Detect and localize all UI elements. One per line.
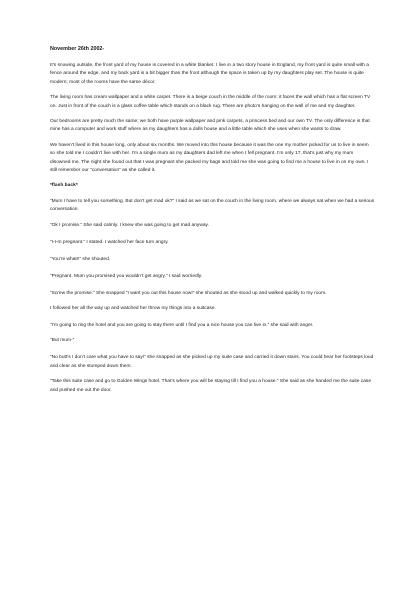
flashback-label: *flash back* xyxy=(50,183,78,189)
date-heading: November 26th 2002- xyxy=(50,46,105,52)
dialogue-paragraph: “No butt’s I don’t care what you have to say!” she snapped as she picked up my suite case and carried it down stairs. You could hear her footsteps loud and clear as she stomped down them. xyxy=(50,355,374,369)
paragraph-backstory: We haven’t lived in this house long, only about six months. We moved into this house because it was the one my mother picked for us to live in seem so she told me I couldn’t live with her. I’m a single mum as my daughters dad left me when I fell pregnant. I’m only 17, that’s just why my mum disowned me. The night she found out that I was pregnant she packed my bags and told me she was going to find me a house to live in on my own. I still remember our “conversation” as she called it. xyxy=(50,142,369,173)
dialogue-paragraph: “Take this suite case and go to Golden Wings hotel. That’s where you will be staying till I find you a house.” She said as she handed me the suite case and pushed me out the door. xyxy=(50,379,372,393)
dialogue-paragraph: “Pregnant. Mum you promised you wouldn’t get angry.” I said worriedly. xyxy=(50,273,203,279)
dialogue-paragraph: “I-I-m pregnant.” I stated. I watched her face turn angry. xyxy=(50,239,169,245)
dialogue-paragraph: “Screw the promise.” She snapped “I want you out this house now!” she shouted as she stood up and walked quickly to my room. xyxy=(50,290,327,296)
dialogue-paragraph: “Mum I have to tell you something. But don’t get mad ok?” I said as we sat on the couch in the living room, where we always sat when we had a serious conversation. xyxy=(50,198,375,213)
paragraph-living-room: The living room has cream wallpaper and a white carpet. There is a beige couch in the middle of the room; it faces the wall which has a flat screen TV on. Just in front of the couch is a glass coffee table which stands on a black rug. There are photo’s hanging on the wall of me and my daughter. xyxy=(50,95,371,109)
dialogue-paragraph: “But mum-” xyxy=(50,338,75,344)
dialogue-paragraph: “You’re what!!” she shouted. xyxy=(50,256,111,262)
paragraph-bedrooms: Our bedrooms are pretty much the same; we both have purple wallpaper and pink carpets, a princess bed and our own TV. The only difference is that mine has a computer and work stuff where as my daughters has a dolls house and a little table which she uses when she wants to draw. xyxy=(50,118,370,133)
paragraph-house-exterior: It’s snowing outside, the front yard of my house is covered in a white blanket. I live in a two story house in England, my front yard is quite small with a fence around the edge, and my back yard is a bit bigger than the front although the space is taken up by my daughters play set. The house is quite modern; most of the rooms have the same décor. xyxy=(50,62,369,85)
document-page xyxy=(50,46,375,402)
dialogue-paragraph: “Ok I promise.” She said calmly. I knew she was going to get mad anyway. xyxy=(50,222,209,228)
dialogue-paragraph: I followed her all the way up and watched her throw my things into a suitcase. xyxy=(50,305,216,311)
dialogue-paragraph: “I’m going to ring the hotel and you are going to stay there until I find you a nice house you can live in.” she said with anger. xyxy=(50,322,314,328)
